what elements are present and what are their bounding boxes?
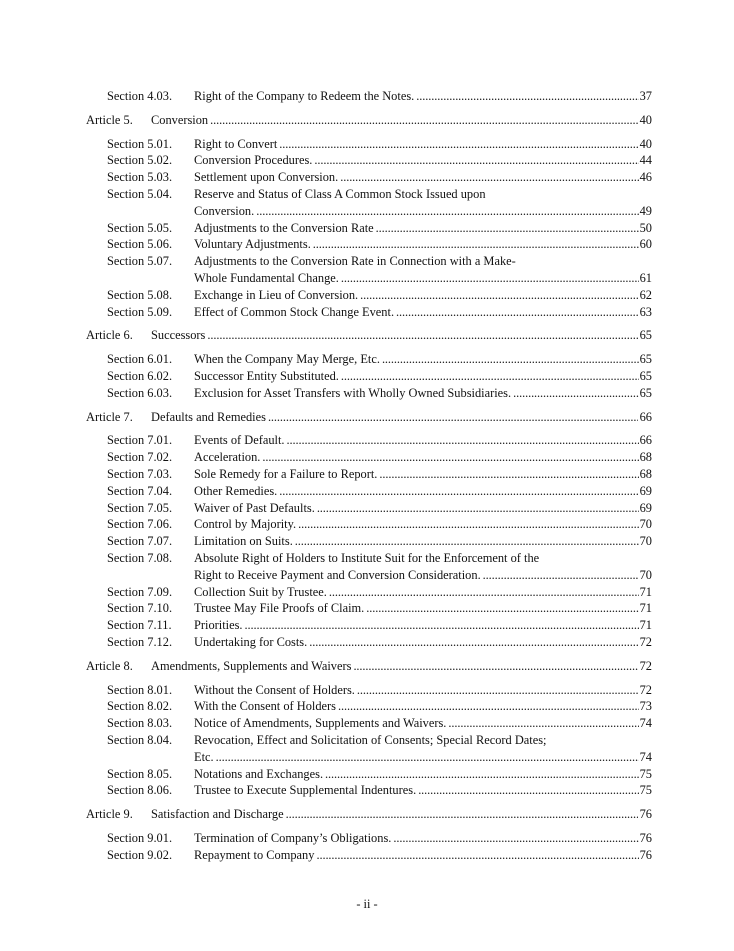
dot-leader [357, 682, 639, 699]
toc-section-entry[interactable] [0, 88, 734, 105]
page-number: 72 [639, 635, 652, 649]
section-title: Notations and Exchanges. [194, 766, 324, 781]
section-title: Undertaking for Costs. [194, 635, 308, 649]
page-number: 74 [639, 749, 652, 764]
toc-section-entry[interactable] [0, 287, 734, 304]
section-number: Section 7.11. [107, 618, 172, 633]
dot-leader [286, 806, 638, 823]
toc-section-entry[interactable] [0, 368, 734, 385]
toc-section-entry[interactable] [0, 304, 734, 321]
section-number: Section 5.08. [107, 287, 173, 302]
section-title: Waiver of Past Defaults. [194, 500, 315, 515]
section-number: Section 7.09. [107, 584, 173, 599]
section-number: Section 8.02. [107, 699, 173, 714]
section-number: Section 5.06. [107, 237, 173, 252]
section-number: Section 5.02. [107, 153, 173, 168]
toc-section-entry[interactable] [0, 533, 734, 550]
section-title: Conversion Procedures. [194, 153, 313, 168]
section-title: Events of Default. [194, 433, 285, 448]
section-number: Section 5.03. [107, 170, 173, 185]
toc-section-entry[interactable] [0, 584, 734, 601]
section-title: Trustee to Execute Supplemental Indentures. [194, 783, 417, 798]
section-title: Collection Suit by Trustee. [194, 584, 327, 599]
dot-leader [268, 409, 638, 426]
page-number: 66 [639, 409, 652, 424]
dot-leader [448, 715, 638, 732]
page-number: 69 [639, 483, 652, 498]
page-number: 76 [639, 807, 652, 822]
section-title: Successor Entity Substituted. [194, 369, 339, 383]
toc-section-continuation[interactable] [0, 203, 734, 220]
page-number: 73 [639, 699, 652, 714]
dot-leader [210, 112, 637, 129]
page-number: 40 [639, 136, 652, 151]
dot-leader [376, 220, 639, 237]
toc-section-entry[interactable] [0, 152, 734, 169]
toc-section-entry[interactable] [0, 351, 734, 368]
toc-section-entry[interactable] [0, 617, 734, 634]
section-number: Section 6.02. [107, 369, 173, 383]
article-number: Article 9. [86, 807, 133, 822]
toc-section-entry[interactable] [0, 634, 734, 651]
page-number: 72 [639, 658, 652, 673]
section-number: Section 6.01. [107, 352, 173, 367]
dot-leader [309, 634, 638, 651]
page-number: 76 [639, 847, 652, 862]
page-number-footer: - ii - [356, 897, 378, 911]
section-title: Without the Consent of Holders. [194, 682, 355, 697]
page-number: 60 [639, 237, 652, 252]
article-number: Article 5. [86, 112, 133, 127]
section-number: Section 4.03. [107, 89, 173, 103]
section-number: Section 7.03. [107, 467, 173, 481]
toc-section-entry[interactable] [0, 847, 734, 864]
section-number: Section 9.01. [107, 831, 173, 845]
page-number: 61 [639, 271, 652, 285]
section-title: Other Remedies. [194, 483, 278, 498]
section-number: Section 7.07. [107, 534, 173, 549]
toc-article-entry[interactable] [0, 409, 734, 426]
dot-leader [393, 830, 638, 847]
toc-section-entry[interactable] [0, 715, 734, 732]
section-number: Section 9.02. [107, 847, 173, 862]
section-title: Reserve and Status of Class A Common Stock Issued upon [194, 187, 486, 201]
section-number: Section 8.05. [107, 766, 173, 781]
section-number: Section 5.09. [107, 304, 173, 319]
section-number: Section 5.01. [107, 136, 173, 151]
page-number: 68 [639, 450, 652, 465]
section-title-continuation: Whole Fundamental Change. [194, 271, 339, 285]
toc-section-entry[interactable] [0, 732, 734, 749]
section-title-continuation: Etc. [194, 749, 214, 764]
section-number: Section 8.01. [107, 682, 173, 697]
section-number: Section 7.02. [107, 450, 173, 465]
section-title-continuation: Right to Receive Payment and Conversion Consideration. [194, 567, 481, 582]
section-title: Control by Majority. [194, 517, 297, 532]
section-number: Section 7.08. [107, 551, 173, 565]
toc-article-entry[interactable] [0, 112, 734, 129]
dot-leader [382, 351, 639, 368]
section-title: Right to Convert [194, 136, 278, 151]
section-number: Section 6.03. [107, 385, 173, 400]
section-title: Notice of Amendments, Supplements and Waivers. [194, 716, 447, 731]
dot-leader [316, 847, 638, 864]
section-title: Adjustments to the Conversion Rate [194, 220, 374, 235]
article-number: Article 7. [86, 409, 133, 424]
toc-section-entry[interactable] [0, 516, 734, 533]
toc-section-continuation[interactable] [0, 567, 734, 584]
section-number: Section 7.01. [107, 433, 173, 448]
article-title: Defaults and Remedies [151, 409, 266, 424]
section-number: Section 5.05. [107, 220, 173, 235]
toc-section-entry[interactable] [0, 253, 734, 270]
dot-leader [325, 766, 639, 783]
dot-leader [256, 203, 638, 220]
toc-section-entry[interactable] [0, 483, 734, 500]
dot-leader [353, 658, 637, 675]
article-title: Amendments, Supplements and Waivers [151, 658, 352, 673]
page-number: 62 [639, 287, 652, 302]
section-number: Section 5.04. [107, 187, 173, 201]
dot-leader [298, 516, 639, 533]
section-title: Right of the Company to Redeem the Notes. [194, 89, 415, 103]
page-number: 66 [639, 433, 652, 448]
dot-leader [245, 617, 639, 634]
toc-section-continuation[interactable] [0, 270, 734, 287]
dot-leader [483, 567, 639, 584]
toc-section-entry[interactable] [0, 385, 734, 402]
section-title: Limitation on Suits. [194, 534, 293, 549]
page-number: 65 [639, 328, 652, 343]
section-title-continuation: Conversion. [194, 203, 255, 218]
toc-article-entry[interactable] [0, 806, 734, 823]
page-number: 65 [639, 352, 652, 367]
dot-leader [416, 88, 638, 105]
toc-section-entry[interactable] [0, 782, 734, 799]
page-number: 76 [639, 831, 652, 845]
section-title: Sole Remedy for a Failure to Report. [194, 467, 378, 481]
dot-leader [317, 500, 639, 517]
page-number: 65 [639, 385, 652, 400]
page-number: 75 [639, 783, 652, 798]
article-title: Conversion [151, 112, 209, 127]
toc-section-entry[interactable] [0, 766, 734, 783]
toc-article-entry[interactable] [0, 327, 734, 344]
dot-leader [279, 483, 638, 500]
section-title: Revocation, Effect and Solicitation of Consents; Special Record Dates; [194, 733, 547, 747]
section-title: Adjustments to the Conversion Rate in Connection with a Make- [194, 254, 516, 269]
toc-section-entry[interactable] [0, 432, 734, 449]
section-number: Section 5.07. [107, 254, 173, 269]
article-title: Successors [151, 328, 206, 343]
toc-section-entry[interactable] [0, 466, 734, 483]
section-title: Repayment to Company [194, 847, 315, 862]
article-number: Article 8. [86, 658, 133, 673]
dot-leader [379, 466, 638, 483]
page-number: 69 [639, 500, 652, 515]
section-title: With the Consent of Holders [194, 699, 336, 714]
section-title: Exchange in Lieu of Conversion. [194, 287, 359, 302]
toc-section-continuation[interactable] [0, 749, 734, 766]
toc-section-entry[interactable] [0, 449, 734, 466]
toc-section-entry[interactable] [0, 550, 734, 567]
toc-section-entry[interactable] [0, 830, 734, 847]
page-number: 70 [639, 567, 652, 582]
page-number: 65 [639, 369, 652, 383]
section-number: Section 7.05. [107, 500, 173, 515]
section-number: Section 8.04. [107, 733, 173, 747]
section-number: Section 7.12. [107, 635, 173, 649]
page-number: 75 [639, 766, 652, 781]
dot-leader [366, 600, 638, 617]
toc-article-entry[interactable] [0, 658, 734, 675]
dot-leader [262, 449, 638, 466]
dot-leader [338, 698, 639, 715]
section-number: Section 7.04. [107, 483, 173, 498]
page-number: 46 [639, 170, 652, 185]
section-title: Voluntary Adjustments. [194, 237, 311, 252]
dot-leader [418, 782, 638, 799]
section-title: Trustee May File Proofs of Claim. [194, 601, 365, 616]
dot-leader [329, 584, 639, 601]
dot-leader [360, 287, 638, 304]
toc-section-entry[interactable] [0, 220, 734, 237]
toc-section-entry[interactable] [0, 500, 734, 517]
toc-section-entry[interactable] [0, 236, 734, 253]
dot-leader [207, 327, 637, 344]
toc-section-entry[interactable] [0, 698, 734, 715]
section-title: Effect of Common Stock Change Event. [194, 304, 395, 319]
section-number: Section 7.06. [107, 517, 173, 532]
dot-leader [287, 432, 639, 449]
toc-section-entry[interactable] [0, 136, 734, 153]
page-number: 71 [639, 618, 652, 633]
toc-section-entry[interactable] [0, 682, 734, 699]
dot-leader [216, 749, 639, 766]
dot-leader [340, 169, 638, 186]
dot-leader [513, 385, 639, 402]
dot-leader [295, 533, 639, 550]
section-title: When the Company May Merge, Etc. [194, 352, 380, 367]
dot-leader [279, 136, 638, 153]
section-title: Acceleration. [194, 450, 261, 465]
dot-leader [341, 368, 639, 385]
section-title: Exclusion for Asset Transfers with Wholly Owned Subsidiaries. [194, 385, 512, 400]
section-title: Settlement upon Conversion. [194, 170, 339, 185]
section-title: Priorities. [194, 618, 243, 633]
page-number: 50 [639, 220, 652, 235]
page-number: 70 [639, 517, 652, 532]
page-number: 68 [639, 467, 652, 481]
page-number: 37 [639, 89, 652, 103]
section-title: Absolute Right of Holders to Institute Suit for the Enforcement of the [194, 551, 540, 565]
section-title: Termination of Company’s Obligations. [194, 831, 392, 845]
page-number: 72 [639, 682, 652, 697]
article-number: Article 6. [86, 328, 133, 343]
toc-section-entry[interactable] [0, 169, 734, 186]
page-number: 49 [639, 203, 652, 218]
dot-leader [396, 304, 639, 321]
page-number: 71 [639, 584, 652, 599]
dot-leader [341, 270, 639, 287]
page-number: 74 [639, 716, 652, 731]
dot-leader [313, 236, 639, 253]
section-number: Section 8.06. [107, 783, 173, 798]
dot-leader [314, 152, 638, 169]
page-number: 40 [639, 112, 652, 127]
toc-section-entry[interactable] [0, 186, 734, 203]
page-number: 70 [639, 534, 652, 549]
article-title: Satisfaction and Discharge [151, 807, 284, 822]
page-number: 44 [639, 153, 652, 168]
section-number: Section 7.10. [107, 601, 173, 616]
page-number: 63 [639, 304, 652, 319]
section-number: Section 8.03. [107, 716, 173, 731]
toc-section-entry[interactable] [0, 600, 734, 617]
page-number: 71 [639, 601, 652, 616]
